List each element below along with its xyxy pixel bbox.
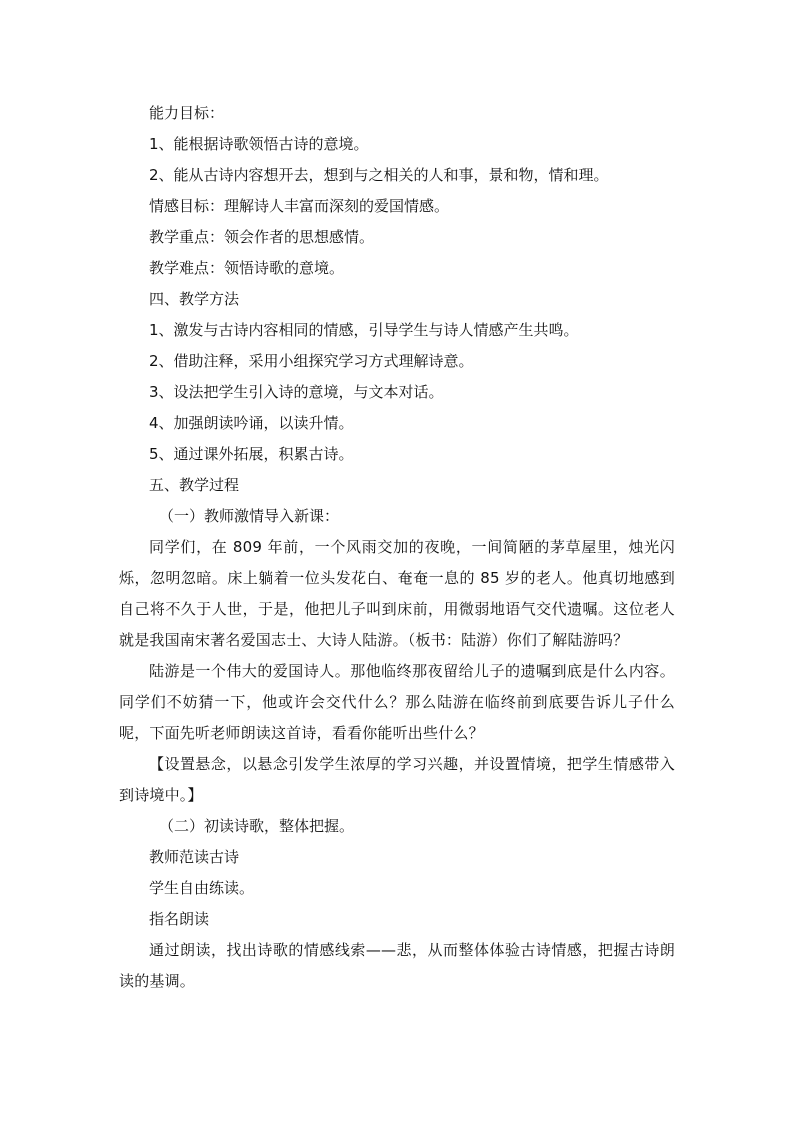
step-2-teacher-reading: 教师范读古诗 <box>149 848 240 866</box>
section-heading-methods: 四、教学方法 <box>149 290 240 308</box>
paragraph-intro-story: 同学们，在 809 年前，一个风雨交加的夜晚，一间简陋的茅草屋里，烛光闪烁，忽明忽暗。床上躺着一位头发花白、奄奄一息的 85 岁的老人。他真切地感到自己将不久于人世，于是，他把儿子叫到床前，用微弱地语气交代遗嘱。这位老人就是我国南宋著名爱国志士、大诗人陆游。（板书：陆游）你们了解陆游吗？ <box>119 538 675 649</box>
step-2-named-reading: 指名朗读 <box>149 910 210 928</box>
ability-goal-heading: 能力目标： <box>149 104 225 122</box>
step-2-student-practice: 学生自由练读。 <box>149 879 255 897</box>
method-item-4: 4、加强朗读吟诵，以读升情。 <box>149 414 354 432</box>
emotion-goal: 情感目标：理解诗人丰富而深刻的爱国情感。 <box>149 197 450 215</box>
method-item-1: 1、激发与古诗内容相同的情感，引导学生与诗人情感产生共鸣。 <box>149 321 579 339</box>
method-item-2: 2、借助注释，采用小组探究学习方式理解诗意。 <box>149 352 474 370</box>
teaching-key-point: 教学重点：领会作者的思想感情。 <box>149 228 375 246</box>
ability-goal-item-2: 2、能从古诗内容想开去，想到与之相关的人和事，景和物，情和理。 <box>149 166 609 184</box>
document-body <box>119 98 675 997</box>
process-step-1-heading: （一）教师激情导入新课： <box>159 507 340 525</box>
method-item-3: 3、设法把学生引入诗的意境，与文本对话。 <box>149 383 444 401</box>
process-step-2-heading: （二）初读诗歌，整体把握。 <box>159 817 355 835</box>
ability-goal-item-1: 1、能根据诗歌领悟古诗的意境。 <box>149 135 369 153</box>
paragraph-emotion-clue: 通过朗读，找出诗歌的情感线索——悲，从而整体体验古诗情感，把握古诗朗读的基调。 <box>119 941 675 990</box>
method-item-5: 5、通过课外拓展，积累古诗。 <box>149 445 354 463</box>
paragraph-lu-you: 陆游是一个伟大的爱国诗人。那他临终那夜留给儿子的遗嘱到底是什么内容。同学们不妨猜一下，他或许会交代什么？那么陆游在临终前到底要告诉儿子什么呢，下面先听老师朗读这首诗，看看你能听出些什么？ <box>119 662 675 742</box>
teaching-difficult-point: 教学难点：领悟诗歌的意境。 <box>149 259 345 277</box>
design-note: 【设置悬念，以悬念引发学生浓厚的学习兴趣，并设置情境，把学生情感带入到诗境中。】 <box>119 755 675 804</box>
section-heading-process: 五、教学过程 <box>149 476 240 494</box>
